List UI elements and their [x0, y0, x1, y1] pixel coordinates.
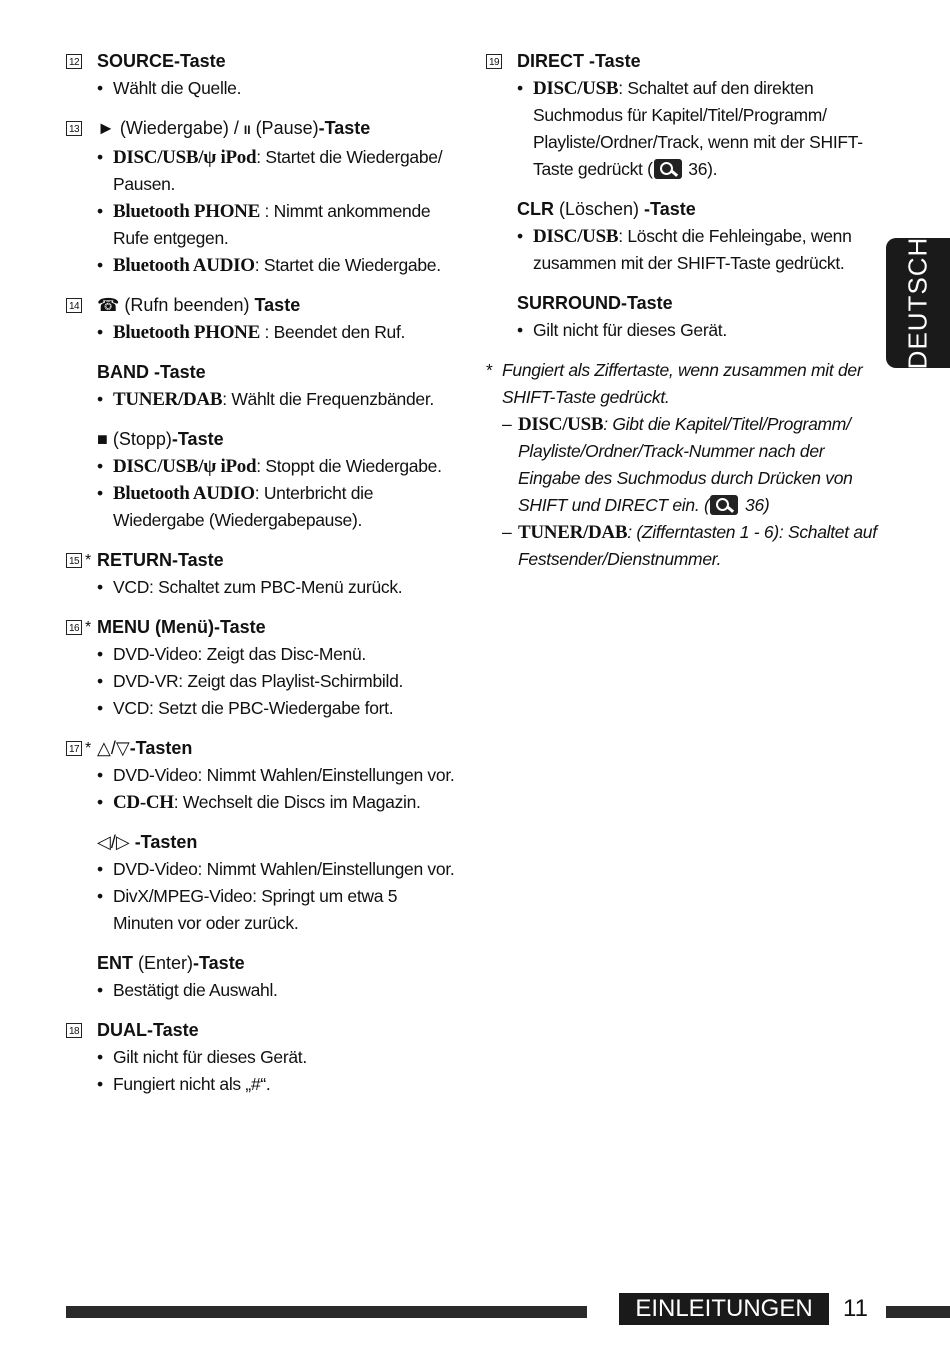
footer-section-label: EINLEITUNGEN — [619, 1293, 829, 1325]
bullet-list — [66, 977, 456, 1004]
item-number: 13 — [66, 121, 82, 136]
bullet-list — [66, 574, 456, 601]
asterisk: * — [85, 619, 92, 636]
list-item: • Wählt die Quelle. — [97, 75, 456, 102]
asterisk: * — [85, 740, 92, 757]
page-number: 11 — [843, 1295, 868, 1322]
phone-hangup-icon: ☎ — [97, 295, 120, 315]
list-item: • DivX/MPEG-Video: Springt um etwa 5 Minuten vor oder zurück. — [97, 883, 456, 937]
section-title: DUAL-Taste — [97, 1020, 199, 1040]
list-item: • DISC/USB: Schaltet auf den direkten Suchmodus für Kapitel/Titel/Programm/ Playliste/Ordner/Track, wenn mit der SHIFT-Taste gedrückt ( 36). — [517, 75, 881, 183]
section-14: 14 ☎ (Rufn beenden) Taste • Bluetooth PHONE : Beendet den Ruf. BAND -Taste • TUNER/DAB: Wählt die Frequenzbänder. ■ (Stopp)-Taste • DISC/USB/ψ iPod: Stoppt die Wiedergabe. • Bluetooth AUDIO: Unterbricht die Wiedergabe (Wiedergabepause). — [66, 292, 456, 534]
list-item: • DISC/USB/ψ iPod: Startet die Wiedergabe/ Pausen. — [97, 144, 456, 198]
bullet-list — [66, 319, 456, 346]
list-item: • Bluetooth AUDIO: Startet die Wiedergabe. — [97, 252, 456, 279]
list-item: • DVD-Video: Zeigt das Disc-Menü. — [97, 641, 456, 668]
section-title: SOURCE-Taste — [97, 51, 226, 71]
item-number: 16 — [66, 620, 82, 635]
bullet-list — [66, 144, 456, 279]
section-16 — [66, 614, 456, 722]
left-right-icon: ◁/▷ — [97, 832, 130, 852]
list-item: • Bluetooth PHONE : Nimmt ankommende Rufe entgegen. — [97, 198, 456, 252]
section-title: RETURN-Taste — [97, 550, 224, 570]
language-tab-label: DEUTSCH — [902, 236, 933, 370]
list-item: • Gilt nicht für dieses Gerät. — [517, 317, 881, 344]
bullet-list — [486, 317, 881, 344]
section-title: MENU (Menü)-Taste — [97, 617, 266, 637]
band-title: BAND -Taste — [97, 362, 206, 382]
bullet-list — [486, 75, 881, 183]
bullet-list — [66, 75, 456, 102]
item-number: 18 — [66, 1023, 82, 1038]
language-tab — [886, 238, 950, 368]
section-17: 17 * △/▽-Tasten • DVD-Video: Nimmt Wahlen/Einstellungen vor. • CD-CH: Wechselt die Discs im Magazin. ◁/▷ -Tasten • DVD-Video: Nimmt Wahlen/Einstellungen vor. • DivX/MPEG-Video: Springt um etwa 5 Minuten vor oder zurück. ENT (Enter)-Taste • Bestätigt die Auswahl. — [66, 735, 456, 1004]
up-down-icon: △/▽ — [97, 738, 130, 758]
usb-icon: ψ — [203, 147, 217, 168]
asterisk: * — [85, 552, 92, 569]
usb-icon: ψ — [203, 456, 217, 477]
bullet-list — [486, 223, 881, 277]
item-number: 15 — [66, 553, 82, 568]
footer-rule — [886, 1306, 950, 1318]
list-item: • TUNER/DAB: Wählt die Frequenzbänder. — [97, 386, 456, 413]
left-column — [66, 48, 456, 1111]
list-item: • DISC/USB: Löscht die Fehleingabe, wenn zusammen mit der SHIFT-Taste gedrückt. — [517, 223, 881, 277]
footer-rule — [66, 1306, 587, 1318]
list-item: • DISC/USB/ψ iPod: Stoppt die Wiedergabe. — [97, 453, 456, 480]
list-item: • CD-CH: Wechselt die Discs im Magazin. — [97, 789, 456, 816]
list-item: • Gilt nicht für dieses Gerät. — [97, 1044, 456, 1071]
section-19 — [486, 48, 881, 344]
surround-title: SURROUND-Taste — [517, 293, 673, 313]
list-item: • Fungiert nicht als „#“. — [97, 1071, 456, 1098]
list-item: • Bluetooth AUDIO: Unterbricht die Wiedergabe (Wiedergabepause). — [97, 480, 456, 534]
asterisk: * — [486, 360, 493, 380]
section-15 — [66, 547, 456, 601]
footnote-item: – TUNER/DAB: (Zifferntasten 1 - 6): Schaltet auf Festsender/Dienstnummer. — [502, 522, 877, 569]
bullet-list — [66, 1044, 456, 1098]
bullet-list — [66, 856, 456, 937]
list-item: • DVD-Video: Nimmt Wahlen/Einstellungen vor. — [97, 856, 456, 883]
pause-icon: II — [243, 123, 251, 137]
list-item: • VCD: Schaltet zum PBC-Menü zurück. — [97, 574, 456, 601]
list-item: • VCD: Setzt die PBC-Wiedergabe fort. — [97, 695, 456, 722]
magnifier-icon — [710, 495, 738, 515]
ent-title: ENT (Enter)-Taste — [97, 953, 245, 973]
section-13: 13 ► (Wiedergabe) / II (Pause)-Taste • DISC/USB/ψ iPod: Startet die Wiedergabe/ Pausen. • Bluetooth PHONE : Nimmt ankommende Rufe entgegen. • Bluetooth AUDIO: Startet die Wiedergabe. — [66, 115, 456, 279]
bullet-list — [66, 762, 456, 816]
clr-title: CLR (Löschen) -Taste — [517, 199, 696, 219]
stop-title: ■ (Stopp)-Taste — [97, 429, 224, 449]
item-number: 12 — [66, 54, 82, 69]
play-icon: ► — [97, 118, 115, 138]
list-item: • Bluetooth PHONE : Beendet den Ruf. — [97, 319, 456, 346]
section-12 — [66, 48, 456, 102]
bullet-list — [66, 641, 456, 722]
magnifier-icon — [654, 159, 682, 179]
stop-icon: ■ — [97, 429, 108, 449]
right-column — [486, 48, 881, 573]
list-item: • DVD-Video: Nimmt Wahlen/Einstellungen vor. — [97, 762, 456, 789]
list-item: • DVD-VR: Zeigt das Playlist-Schirmbild. — [97, 668, 456, 695]
bullet-list — [66, 386, 456, 413]
footnote: * Fungiert als Ziffertaste, wenn zusammen mit der SHIFT-Taste gedrückt. — [486, 357, 881, 411]
section-title: DIRECT -Taste — [517, 51, 641, 71]
list-item: • Bestätigt die Auswahl. — [97, 977, 456, 1004]
item-number: 14 — [66, 298, 82, 313]
item-number: 17 — [66, 741, 82, 756]
bullet-list — [66, 453, 456, 534]
section-18 — [66, 1017, 456, 1098]
left-right-title: ◁/▷ -Tasten — [97, 832, 198, 852]
item-number: 19 — [486, 54, 502, 69]
footnote-item: – DISC/USB: Gibt die Kapitel/Titel/Programm/ Playliste/Ordner/Track-Nummer nach der Eingabe des Suchmodus durch Drücken von SHIFT und DIRECT ein. ( 36) — [502, 414, 853, 515]
